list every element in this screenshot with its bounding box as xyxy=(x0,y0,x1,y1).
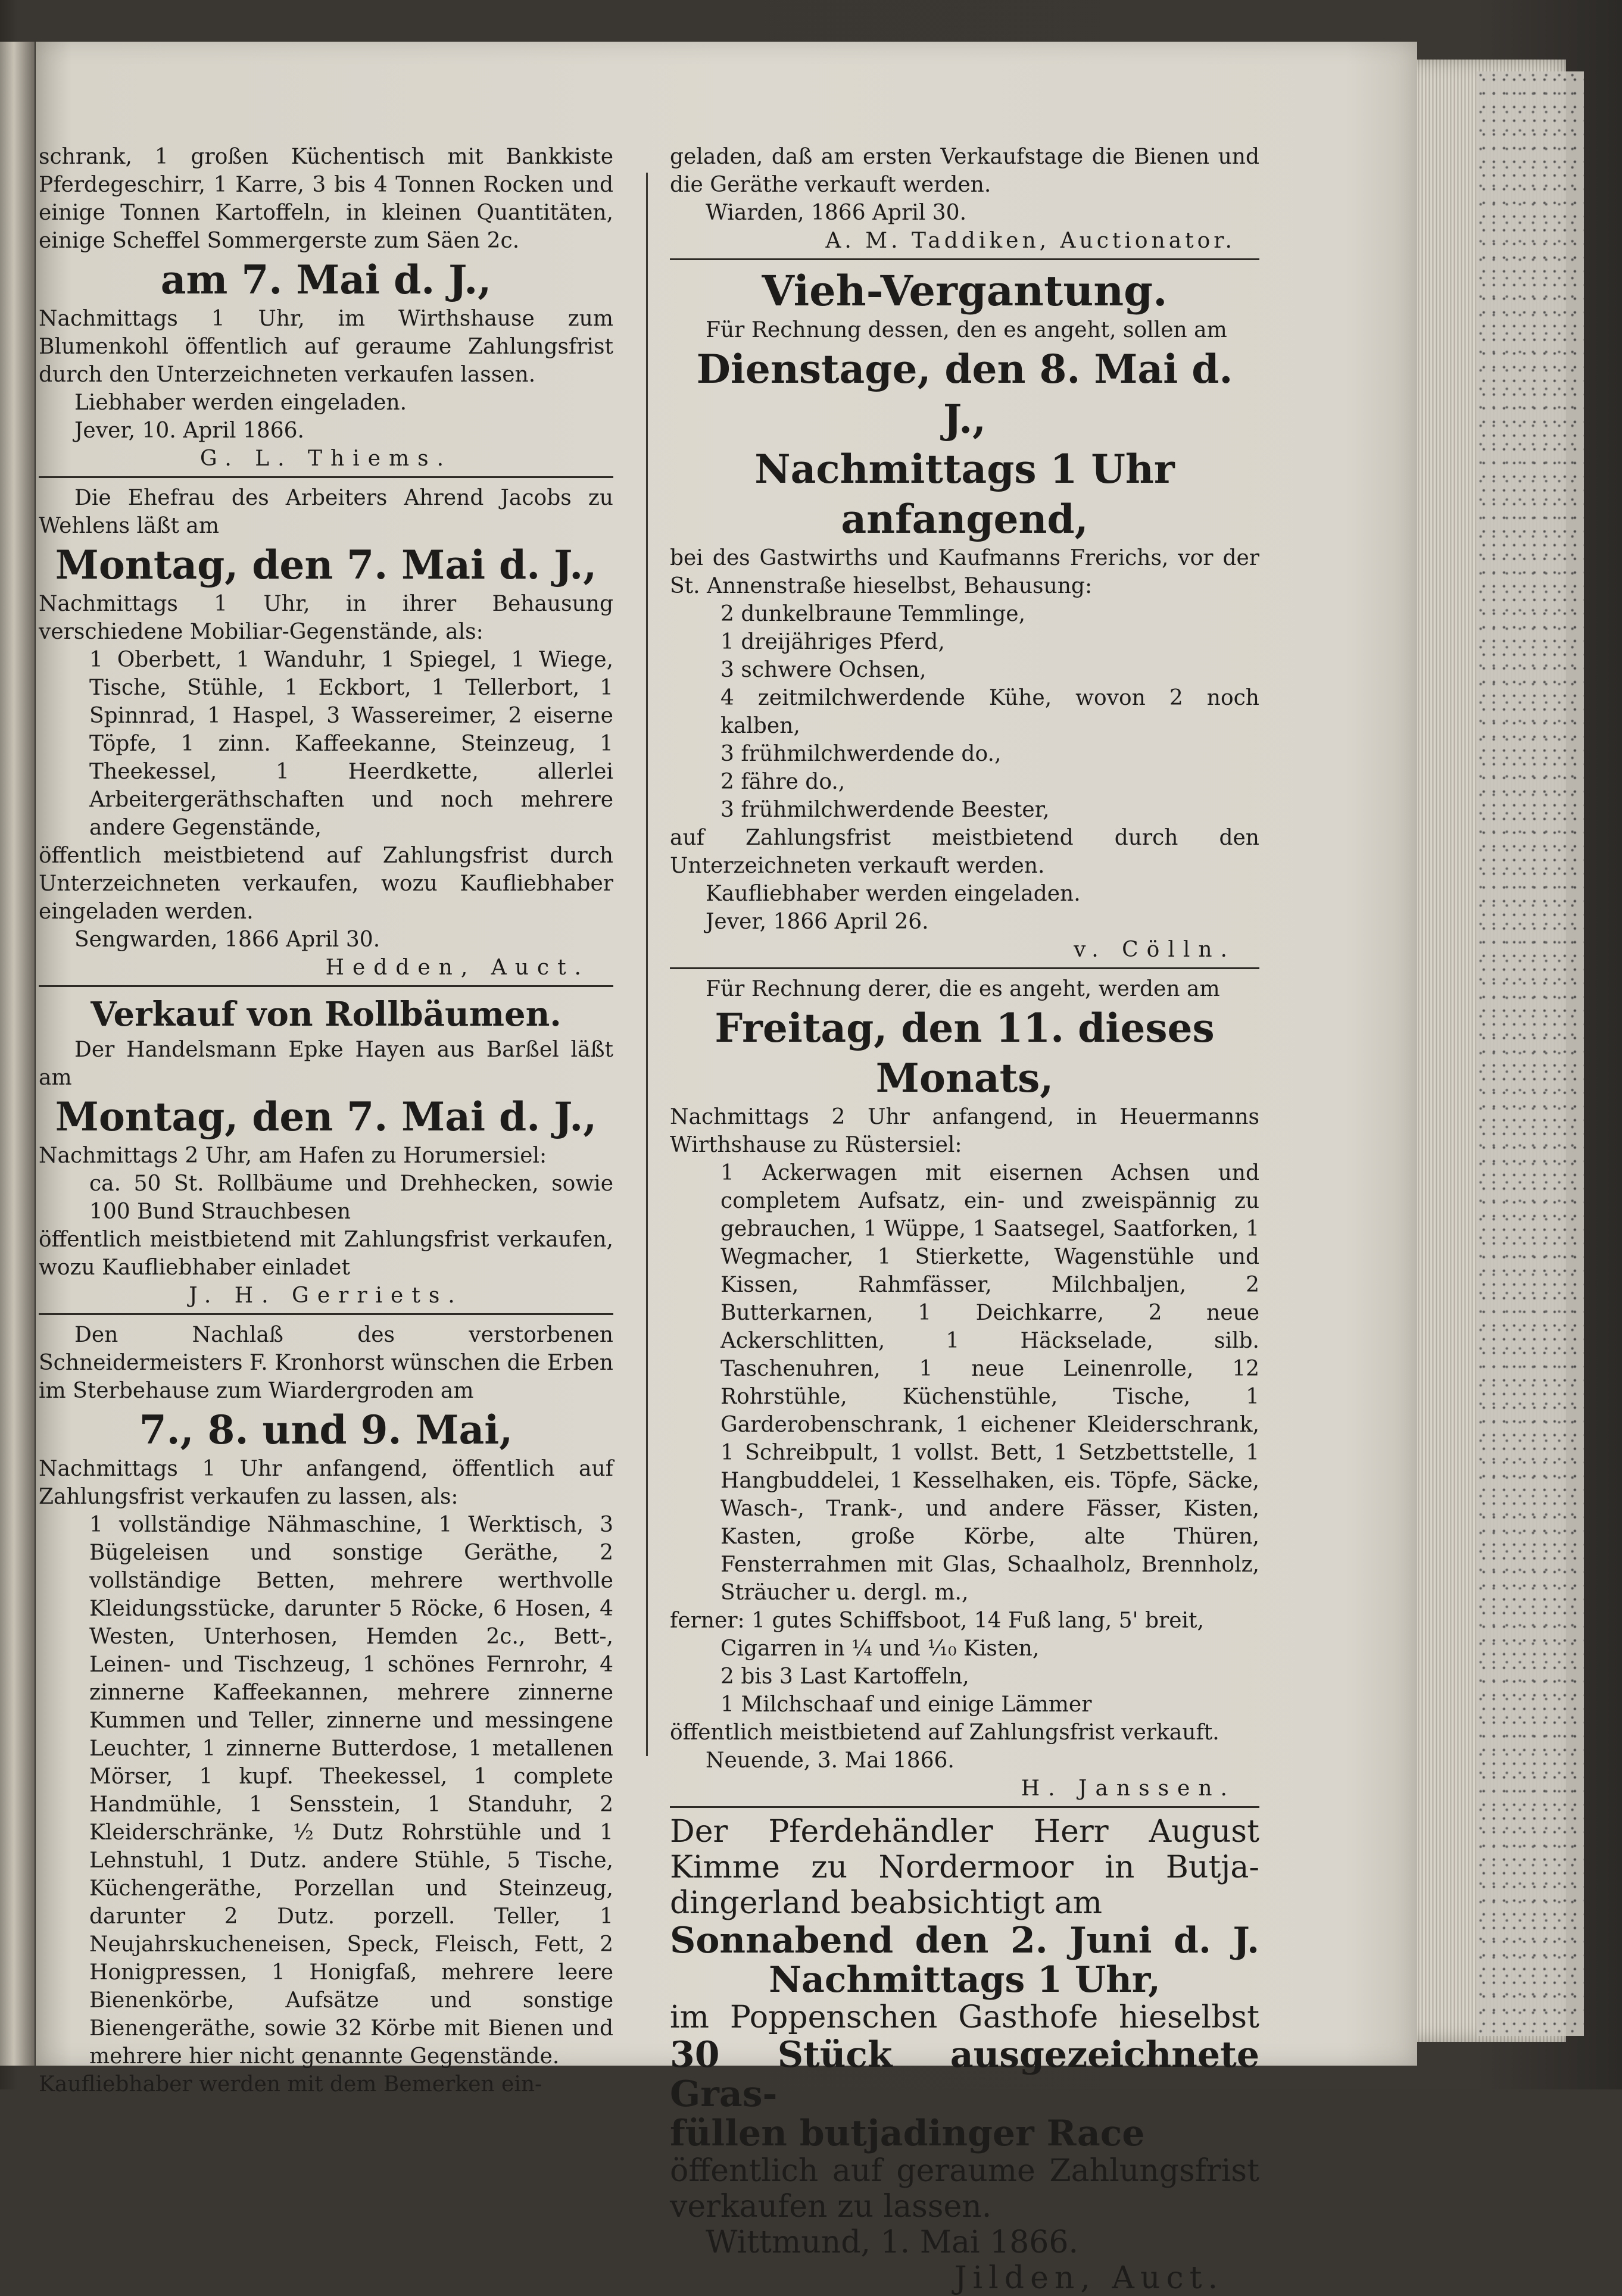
ad-body: bei des Gastwirths und Kaufmanns Frerichs, vor der St. Annenstraße hieselbst, Behausung: xyxy=(670,546,1259,598)
list-item: 1 Milchschaaf und einige Lämmer xyxy=(720,1692,1092,1717)
ad-janssen xyxy=(670,975,1259,1803)
ad-date: Freitag, den 11. dieses Monats, xyxy=(715,1005,1215,1101)
ad-pferdehaendler xyxy=(670,1814,1259,2296)
ad-intro: Der Handelsmann Epke Hayen aus Barßel läßt am xyxy=(39,1038,613,1090)
ad-date: Montag, den 7. Mai d. J., xyxy=(55,542,597,588)
ad-signature: J. H. Gerriets. xyxy=(189,1283,463,1308)
column-divider xyxy=(646,173,648,1756)
ad-body: schrank, 1 großen Küchentisch mit Bankkiste Pferdegeschirr, 1 Karre, 3 bis 4 Tonnen Rocken und einige Tonnen Kartoffeln, in kleinen Quantitäten, einige Scheffel Sommergerste zum Säen 2c. xyxy=(39,145,613,253)
ad-separator xyxy=(39,1313,613,1315)
ad-signature: v. Cölln. xyxy=(1074,938,1236,962)
ad-body: Nachmittags 1 Uhr anfangend, öffentlich auf Zahlungsfrist verkaufen zu lassen, als: xyxy=(39,1457,613,1509)
ad-date: Montag, den 7. Mai d. J., xyxy=(55,1094,597,1140)
ad-place-date: Wiarden, 1866 April 30. xyxy=(706,201,967,225)
ad-intro: Die Ehefrau des Arbeiters Ahrend Jacobs zu Wehlens läßt am xyxy=(39,486,613,538)
ad-heading: Vieh-Vergantung. xyxy=(762,266,1168,315)
ad-ferner: ferner: 1 gutes Schiffsboot, 14 Fuß lang, 5' breit, xyxy=(670,1608,1204,1633)
ad-place-date: Sengwarden, 1866 April 30. xyxy=(74,927,380,952)
ad-kronhorst xyxy=(39,1321,613,2098)
ad-separator xyxy=(39,476,613,478)
ad-body-2: auf Zahlungsfrist meistbietend durch den Unterzeichneten verkauft werden. xyxy=(670,826,1259,878)
ad-line-3: dingerland beabsichtigt am xyxy=(670,1885,1103,1921)
ad-body: Nachmittags 1 Uhr, in ihrer Behausung verschiedene Mobiliar-Gegenstände, als: xyxy=(39,592,613,644)
ad-line-1: Der Pferdehändler Herr August xyxy=(670,1814,1259,1850)
ad-thiems xyxy=(39,143,613,473)
ad-line: Kaufliebhaber werden eingeladen. xyxy=(706,882,1081,906)
ad-place-date: Neuende, 3. Mai 1866. xyxy=(706,1748,955,1773)
book-edge-speckle xyxy=(1477,71,1584,2036)
ad-items: 1 vollständige Nähmaschine, 1 Werktisch, 3 Bügeleisen und sonstige Geräthe, 2 vollständige Betten, mehrere werthvolle Kleidungsstücke, darunter 5 Röcke, 6 Hosen, 4 Westen, Unterhosen, Hemden 2c., Bett-, Leinen- und Tischzeug, 1 schönes Fernrohr, 4 zinnerne Kaffeekannen, mehrere zinnerne Kummen und Teller, zinnerne und messingene Leuchter, 1 zinnerne Butterdose, 1 metallenen Mörser, 1 kupf. Theekessel, 1 complete Handmühle, 1 Sensstein, 1 Standuhr, 2 Kleiderschränke, ½ Dutz Rohrstühle und 1 Lehnstuhl, 1 Dutz. andere Stühle, 5 Tische, Küchengeräthe, Porzellan und Steinzeug, darunter 2 Dutz. porzell. Teller, 1 Neujahrskucheneisen, Speck, Fleisch, Fett, 2 Honigpressen, 1 Honigfaß, mehrere leere Bienenkörbe, Aufsätze und sonstige Bienengeräthe, sowie 32 Körbe mit Bienen und mehrere hier nicht genannte Gegenstände. xyxy=(89,1513,613,2069)
list-item: 3 frühmilchwerdende do., xyxy=(720,742,1002,766)
ad-date: Sonnabend den 2. Juni d. J. xyxy=(670,1920,1259,1961)
ad-date: am 7. Mai d. J., xyxy=(160,257,492,303)
ad-signature: G. L. Thiems. xyxy=(199,446,453,471)
ad-place-date: Jever, 1866 April 26. xyxy=(706,910,929,934)
ad-line-7: 30 Stück ausgezeichnete Gras- xyxy=(670,2034,1259,2115)
ad-body-2: Nachmittags 1 Uhr, im Wirthshause zum Blumenkohl öffentlich auf geraume Zahlungsfrist durch den Unterzeichneten verkaufen lassen. xyxy=(39,307,613,387)
ad-separator xyxy=(670,1806,1259,1808)
right-column xyxy=(670,143,1259,2296)
ad-vieh-vergantung xyxy=(670,266,1259,964)
ad-items: 1 Oberbett, 1 Wanduhr, 1 Spiegel, 1 Wiege, Tische, Stühle, 1 Eckbort, 1 Tellerbort, 1 Spinnrad, 1 Haspel, 3 Wassereimer, 2 eiserne Töpfe, 1 zinn. Kaffeekanne, Steinzeug, 1 Theekessel, 1 Heerdkette, allerlei Arbeitergeräthschaften und noch mehrere andere Gegenstände, xyxy=(89,648,613,840)
ad-signature: Jilden, Auct. xyxy=(954,2260,1224,2296)
ad-line-10: verkaufen zu lassen. xyxy=(670,2189,992,2225)
ad-jacobs xyxy=(39,484,613,982)
ad-items: 1 Ackerwagen mit eisernen Achsen und completem Aufsatz, ein- und zweispännig zu gebrauchen, 1 Wüppe, 1 Saatsegel, Saatforken, 1 Wegmacher, 1 Stierkette, Wagenstühle und Kissen, Rahmfässer, Milchbaljen, 2 Butterkarnen, 1 Deichkarre, 2 neue Ackerschlitten, 1 Häckselade, silb. Taschenuhren, 1 neue Leinenrolle, 12 Rohrstühle, Küchenstühle, Tische, 1 Garderobenschrank, 1 eichener Kleiderschrank, 1 Schreibpult, 1 vollst. Bett, 1 Setzbettstelle, 1 Hangbuddelei, 1 Kesselhaken, eis. Töpfe, Säcke, Wasch-, Trank-, und andere Fässer, Kisten, Kasten, große Körbe, alte Thüren, Fensterrahmen mit Glas, Schaalholz, Brennholz, Sträucher u. dergl. m., xyxy=(720,1161,1259,1605)
list-item: 1 dreijähriges Pferd, xyxy=(720,630,945,654)
ad-signature: Hedden, Auct. xyxy=(325,955,589,980)
list-item: 2 fähre do., xyxy=(720,770,846,794)
ad-intro: Für Rechnung derer, die es angeht, werden am xyxy=(706,977,1220,1001)
ad-separator xyxy=(670,967,1259,969)
ad-body: geladen, daß am ersten Verkaufstage die Bienen und die Geräthe verkauft werden. xyxy=(670,145,1259,197)
ad-intro: Für Rechnung dessen, den es angeht, sollen am xyxy=(706,318,1227,342)
ad-taddiken xyxy=(670,143,1259,255)
list-item: 3 frühmilchwerdende Beester, xyxy=(720,798,1050,822)
ad-body-2: öffentlich meistbietend auf Zahlungsfrist durch Unterzeichneten verkaufen, wozu Kaufliebhaber eingeladen werden. xyxy=(39,844,613,924)
list-item: 2 dunkelbraune Temmlinge, xyxy=(720,602,1026,626)
left-page-edge xyxy=(0,42,35,2066)
ad-body-2: öffentlich meistbietend mit Zahlungsfrist verkaufen, wozu Kaufliebhaber einladet xyxy=(39,1227,613,1280)
ad-separator xyxy=(670,258,1259,260)
ad-separator xyxy=(39,985,613,987)
left-column xyxy=(39,143,613,2098)
ad-signature: A. M. Taddiken, Auctionator. xyxy=(825,229,1236,253)
ad-items-2 xyxy=(670,1635,1259,1719)
list-item: 2 bis 3 Last Kartoffeln, xyxy=(720,1664,969,1689)
list-item: 4 zeitmilchwerdende Kühe, wovon 2 noch kalben, xyxy=(720,686,1259,738)
ad-place-date: Wittmund, 1. Mai 1866. xyxy=(706,2225,1079,2260)
ad-heading: Verkauf von Rollbäumen. xyxy=(91,995,562,1034)
ad-body-2: öffentlich meistbietend auf Zahlungsfrist verkauft. xyxy=(670,1720,1219,1745)
list-item: Cigarren in ¼ und ⅒ Kisten, xyxy=(720,1636,1040,1661)
ad-line-2: Kimme zu Nordermoor in Butja- xyxy=(670,1850,1259,1885)
ad-intro: Den Nachlaß des verstorbenen Schneidermeisters F. Kronhorst wünschen die Erben im Sterbehause zum Wiardergroden am xyxy=(39,1323,613,1403)
ad-signature: H. Janssen. xyxy=(1021,1776,1236,1801)
ad-items: ca. 50 St. Rollbäume und Drehhecken, sowie 100 Bund Strauchbesen xyxy=(89,1172,613,1224)
ad-time: Nachmittags 1 Uhr anfangend, xyxy=(754,446,1175,542)
ad-line: Liebhaber werden eingeladen. xyxy=(74,391,407,415)
ad-date: 7., 8. und 9. Mai, xyxy=(139,1407,513,1453)
ad-items xyxy=(670,600,1259,824)
ad-line-8: füllen butjadinger Race xyxy=(670,2113,1145,2154)
ad-line-9: öffentlich auf geraume Zahlungsfrist xyxy=(670,2153,1259,2189)
ad-line-6: im Poppenschen Gasthofe hieselbst xyxy=(670,2000,1259,2035)
ad-date: Dienstage, den 8. Mai d. J., xyxy=(696,346,1233,442)
ad-body: Nachmittags 2 Uhr, am Hafen zu Horumersiel: xyxy=(39,1144,547,1168)
ad-body: Nachmittags 2 Uhr anfangend, in Heuermanns Wirthshause zu Rüstersiel: xyxy=(670,1105,1259,1157)
ad-time: Nachmittags 1 Uhr, xyxy=(769,1959,1161,2001)
list-item: 3 schwere Ochsen, xyxy=(720,658,927,682)
ad-rollbaeume xyxy=(39,993,613,1310)
ad-tail: Kaufliebhaber werden mit dem Bemerken ein- xyxy=(39,2072,542,2097)
ad-place-date: Jever, 10. April 1866. xyxy=(74,418,304,443)
